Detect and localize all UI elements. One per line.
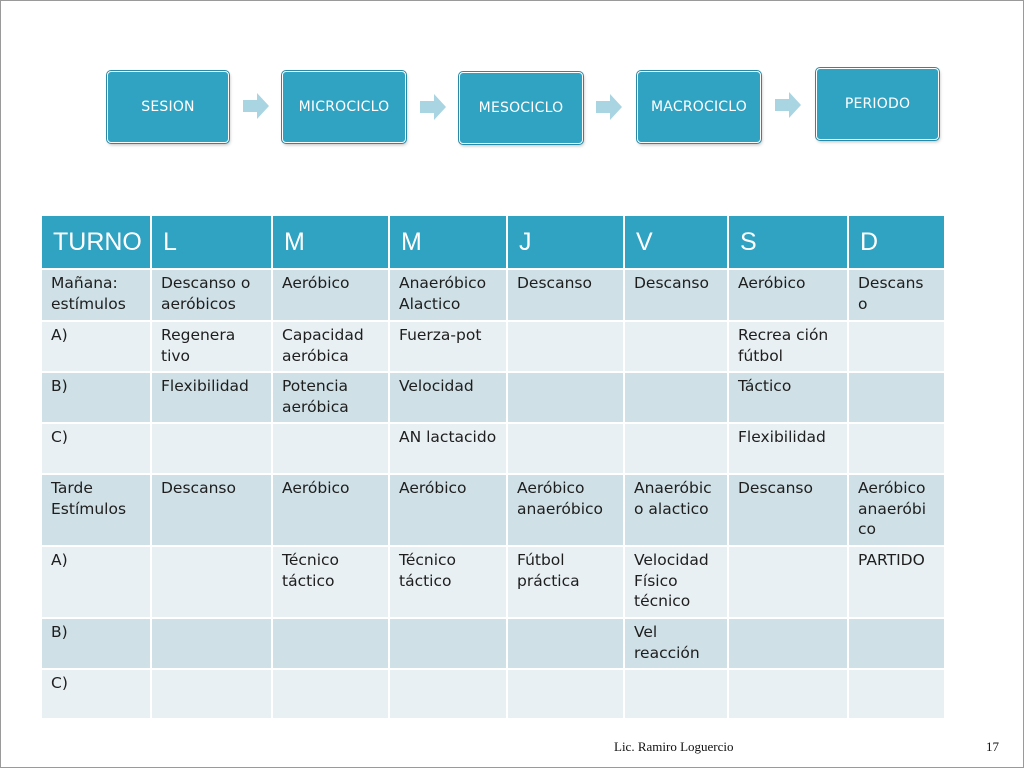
table-cell: Descanso xyxy=(624,269,728,321)
table-cell xyxy=(728,669,848,719)
table-row xyxy=(41,618,945,669)
table-cell: PARTIDO xyxy=(848,546,945,618)
right-arrow-icon xyxy=(773,90,803,120)
table-cell: Táctico xyxy=(728,372,848,423)
table-cell xyxy=(272,618,389,669)
table-row xyxy=(41,372,945,423)
table-cell xyxy=(151,669,272,719)
table-cell: Regenera tivo xyxy=(151,321,272,372)
header-domingo: D xyxy=(848,215,945,269)
table-cell: Vel reacción xyxy=(624,618,728,669)
table-cell xyxy=(848,423,945,474)
table-cell xyxy=(151,423,272,474)
table-row xyxy=(41,321,945,372)
table-cell xyxy=(507,321,624,372)
table-cell: Recrea ción fútbol xyxy=(728,321,848,372)
table-cell: Descans o xyxy=(848,269,945,321)
flow-step-periodo: PERIODO xyxy=(816,68,939,140)
header-sabado: S xyxy=(728,215,848,269)
table-cell xyxy=(848,618,945,669)
table-cell xyxy=(151,618,272,669)
table-cell xyxy=(507,423,624,474)
header-viernes: V xyxy=(624,215,728,269)
right-arrow-icon xyxy=(241,91,271,121)
table-cell: Técnico táctico xyxy=(389,546,507,618)
flow-step-macrociclo: MACROCICLO xyxy=(637,71,761,143)
table-cell: Fuerza-pot xyxy=(389,321,507,372)
table-cell: Aeróbico anaeróbi co xyxy=(848,474,945,546)
table-cell xyxy=(624,669,728,719)
flow-step-microciclo: MICROCICLO xyxy=(282,71,406,143)
table-cell: B) xyxy=(41,372,151,423)
table-cell: Potencia aeróbica xyxy=(272,372,389,423)
table-cell xyxy=(848,669,945,719)
table-cell xyxy=(624,423,728,474)
table-cell: Descanso xyxy=(507,269,624,321)
table-cell: Fútbol práctica xyxy=(507,546,624,618)
table-cell xyxy=(848,321,945,372)
header-martes: M xyxy=(272,215,389,269)
table-cell: Mañana: estímulos xyxy=(41,269,151,321)
header-lunes: L xyxy=(151,215,272,269)
table-row xyxy=(41,669,945,719)
table-cell xyxy=(272,669,389,719)
table-cell: A) xyxy=(41,546,151,618)
table-cell: Descanso xyxy=(728,474,848,546)
training-schedule-table xyxy=(40,214,946,720)
page-number: 17 xyxy=(986,739,999,754)
header-jueves: J xyxy=(507,215,624,269)
table-row xyxy=(41,269,945,321)
table-cell: Técnico táctico xyxy=(272,546,389,618)
table-cell: A) xyxy=(41,321,151,372)
table-cell: Capacidad aeróbica xyxy=(272,321,389,372)
table-cell: B) xyxy=(41,618,151,669)
table-cell: Aeróbico xyxy=(389,474,507,546)
table-row xyxy=(41,546,945,618)
table-cell xyxy=(389,618,507,669)
table-cell xyxy=(728,546,848,618)
table-cell: Anaeróbico Alactico xyxy=(389,269,507,321)
table-cell: C) xyxy=(41,669,151,719)
table-cell xyxy=(389,669,507,719)
table-cell xyxy=(728,618,848,669)
header-miercoles: M xyxy=(389,215,507,269)
table-row xyxy=(41,474,945,546)
table-cell xyxy=(624,372,728,423)
right-arrow-icon xyxy=(418,92,448,122)
table-cell xyxy=(151,546,272,618)
table-cell: C) xyxy=(41,423,151,474)
table-cell: Tarde Estímulos xyxy=(41,474,151,546)
table-cell: Aeróbico xyxy=(272,474,389,546)
table-cell: Aeróbico xyxy=(272,269,389,321)
header-turno: TURNO xyxy=(41,215,151,269)
table-row xyxy=(41,423,945,474)
table-cell xyxy=(507,669,624,719)
table-cell: Flexibilidad xyxy=(728,423,848,474)
table-cell: AN lactacido xyxy=(389,423,507,474)
table-cell: Velocidad xyxy=(389,372,507,423)
table-cell xyxy=(507,618,624,669)
table-cell xyxy=(272,423,389,474)
table-cell xyxy=(848,372,945,423)
table-cell: Aeróbico anaeróbico xyxy=(507,474,624,546)
table-cell xyxy=(507,372,624,423)
flow-step-mesociclo: MESOCICLO xyxy=(459,72,583,144)
footer-author: Lic. Ramiro Loguercio xyxy=(614,739,734,754)
table-cell: Velocidad Físico técnico xyxy=(624,546,728,618)
table-cell: Anaeróbic o alactico xyxy=(624,474,728,546)
table-header-row xyxy=(41,215,945,269)
table-cell: Flexibilidad xyxy=(151,372,272,423)
flow-step-sesion: SESION xyxy=(107,71,229,143)
table-cell xyxy=(624,321,728,372)
right-arrow-icon xyxy=(594,92,624,122)
table-cell: Descanso o aeróbicos xyxy=(151,269,272,321)
table-cell: Aeróbico xyxy=(728,269,848,321)
table-cell: Descanso xyxy=(151,474,272,546)
